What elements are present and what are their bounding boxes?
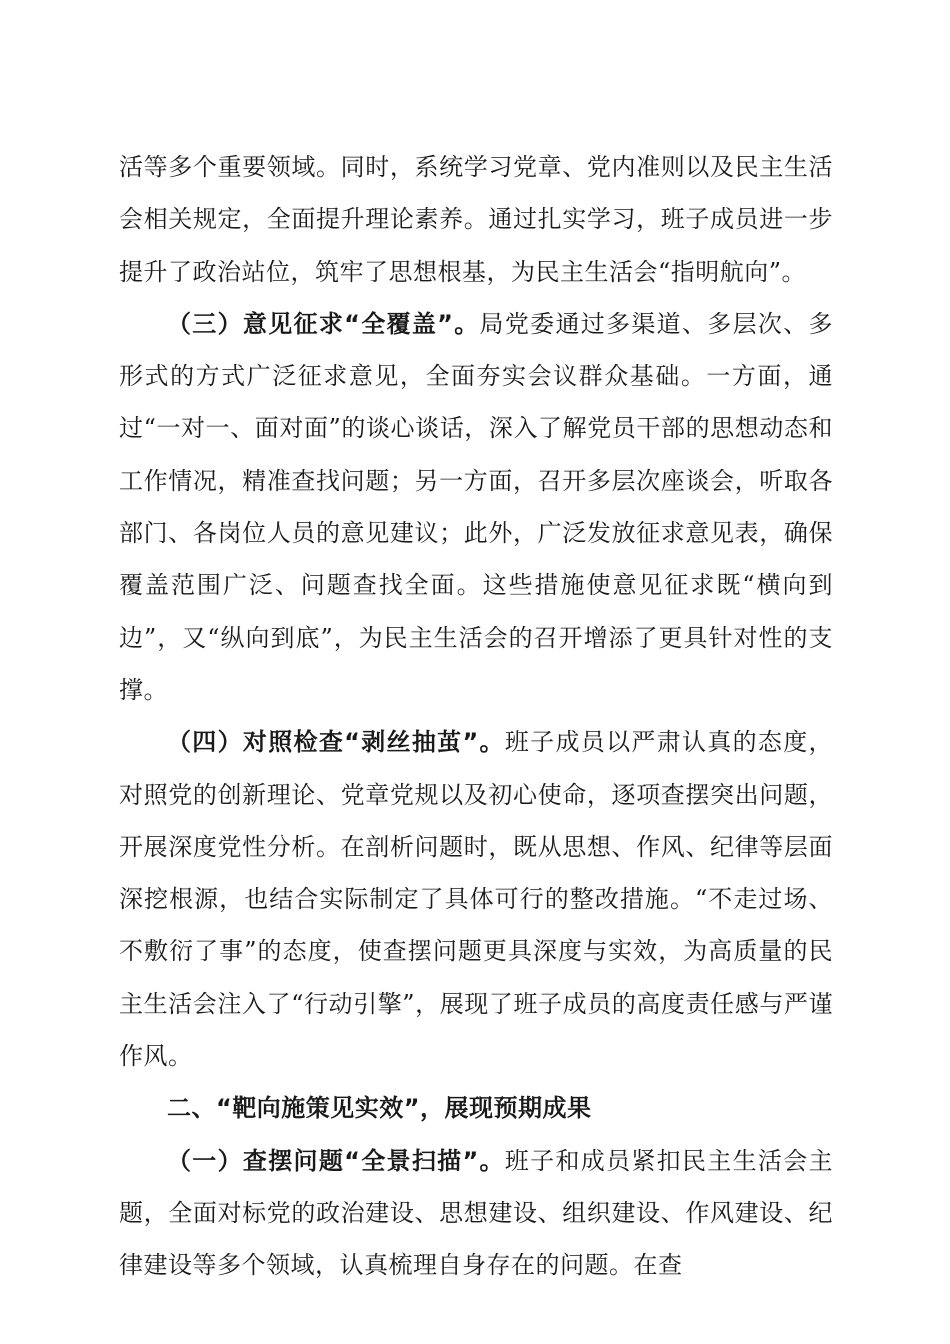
paragraph-section-3 — [119, 298, 833, 716]
paragraph-section-4 — [119, 716, 833, 1082]
paragraph-text: 局党委通过多渠道、多层次、多形式的方式广泛征求意见，全面夯实会议群众基础。一方面，通过“一对一、面对面”的谈心谈话，深入了解党员干部的思想动态和工作情况，精准查找问题；另一方面，召开多层次座谈会，听取各部门、各岗位人员的意见建议；此外，广泛发放征求意见表，确保覆盖范围广泛、问题查找全面。这些措施使意见征求既“横向到边”，又“纵向到底”，为民主生活会的召开增添了更具针对性的支撑。 — [119, 309, 834, 704]
paragraph-section-1 — [119, 1135, 833, 1292]
heading-text: 二、“靶向施策见实效”，展现预期成果 — [167, 1094, 592, 1123]
section-lead: （四）对照检查“剥丝抽茧”。 — [167, 728, 505, 757]
paragraph-text: 班子成员以严肃认真的态度，对照党的创新理论、党章党规以及初心使命，逐项查摆突出问题，开展深度党性分析。在剖析问题时，既从思想、作风、纪律等层面深挖根源，也结合实际制定了具体可行的整改措施。“不走过场、不敷衍了事”的态度，使查摆问题更具深度与实效，为高质量的民主生活会注入了“行动引擎”，展现了班子成员的高度责任感与严谨作风。 — [119, 728, 834, 1071]
paragraph-text: 活等多个重要领域。同时，系统学习党章、党内准则以及民主生活会相关规定，全面提升理论素养。通过扎实学习，班子成员进一步提升了政治站位，筑牢了思想根基，为民主生活会“指明航向”。 — [119, 153, 833, 286]
paragraph-text: 班子和成员紧扣民主生活会主题，全面对标党的政治建设、思想建设、组织建设、作风建设、纪律建设等多个领域，认真梳理自身存在的问题。在查 — [119, 1146, 834, 1280]
section-lead: （三）意见征求“全覆盖”。 — [167, 309, 480, 338]
chapter-heading — [119, 1082, 833, 1134]
document-body — [119, 141, 833, 1292]
section-lead: （一）查摆问题“全景扫描”。 — [167, 1146, 505, 1175]
paragraph-continuation — [119, 141, 833, 298]
